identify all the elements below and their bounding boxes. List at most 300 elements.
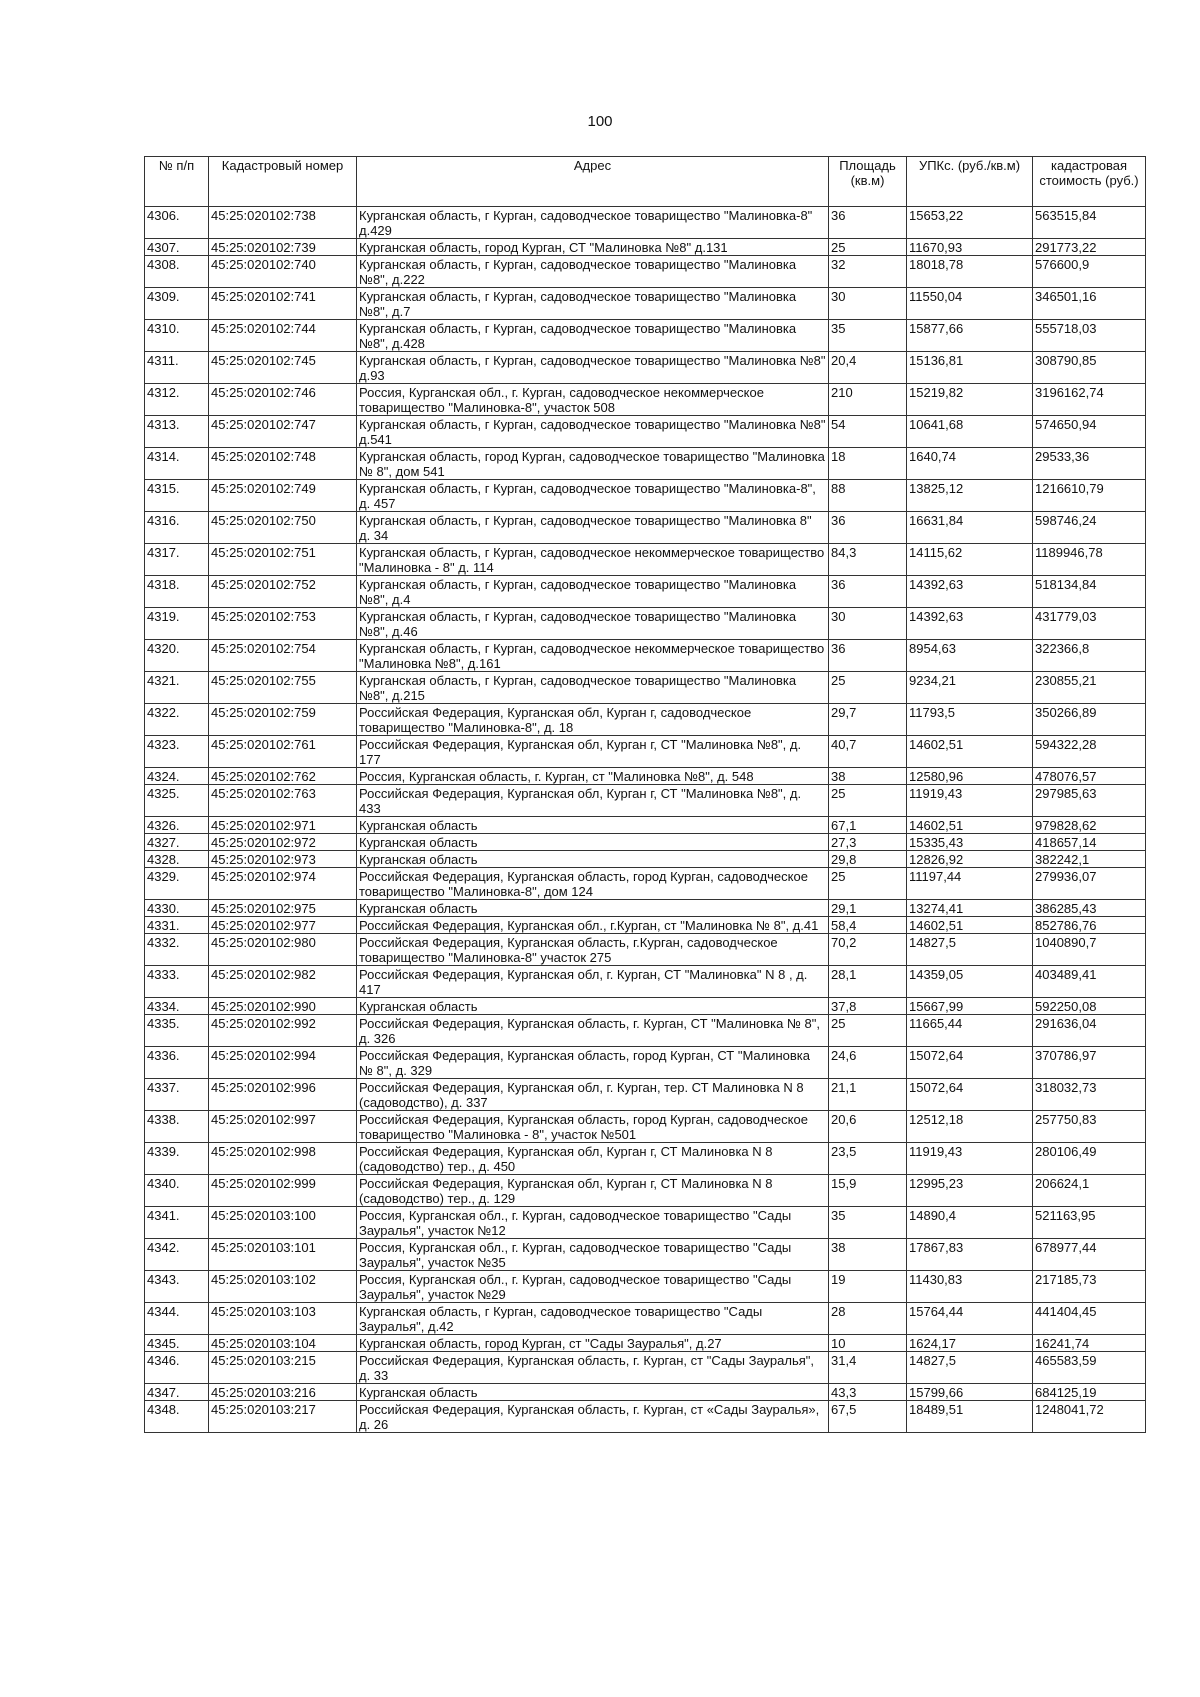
table-row xyxy=(145,998,1146,1015)
cell-address: Российская Федерация, Курганская область, г. Курган, ст "Сады Зауралья", д. 33 xyxy=(357,1352,829,1384)
cell-cadastral-number: 45:25:020102:999 xyxy=(209,1175,357,1207)
cell-address: Российская Федерация, Курганская область, г.Курган, садоводческое товарищество "Малиновка-8" участок 275 xyxy=(357,934,829,966)
cell-number: 4343. xyxy=(145,1271,209,1303)
cell-unit-value: 15667,99 xyxy=(907,998,1033,1015)
cell-address: Российская Федерация, Курганская область, город Курган, садоводческое товарищество "Малиновка-8", дом 124 xyxy=(357,868,829,900)
table-row xyxy=(145,900,1146,917)
cell-area: 24,6 xyxy=(829,1047,907,1079)
cell-address: Курганская область xyxy=(357,900,829,917)
table-row xyxy=(145,1401,1146,1433)
cell-number: 4315. xyxy=(145,480,209,512)
cell-cadastral-value: 441404,45 xyxy=(1033,1303,1146,1335)
cell-unit-value: 16631,84 xyxy=(907,512,1033,544)
cell-address: Курганская область, г Курган, садоводческое товарищество "Малиновка-8" д.429 xyxy=(357,207,829,239)
cell-area: 67,5 xyxy=(829,1401,907,1433)
table-row xyxy=(145,320,1146,352)
cell-unit-value: 14602,51 xyxy=(907,917,1033,934)
cell-cadastral-value: 386285,43 xyxy=(1033,900,1146,917)
cell-cadastral-number: 45:25:020103:102 xyxy=(209,1271,357,1303)
cell-cadastral-value: 598746,24 xyxy=(1033,512,1146,544)
cell-address: Россия, Курганская обл., г. Курган, садоводческое товарищество "Сады Зауралья", участок №12 xyxy=(357,1207,829,1239)
cell-cadastral-number: 45:25:020102:992 xyxy=(209,1015,357,1047)
cell-cadastral-value: 852786,76 xyxy=(1033,917,1146,934)
cell-address: Российская Федерация, Курганская обл, Курган г, СТ Малиновка N 8 (садоводство) тер., д. 450 xyxy=(357,1143,829,1175)
cell-unit-value: 12580,96 xyxy=(907,768,1033,785)
cell-unit-value: 14827,5 xyxy=(907,934,1033,966)
cell-cadastral-value: 594322,28 xyxy=(1033,736,1146,768)
cell-area: 20,6 xyxy=(829,1111,907,1143)
cell-area: 36 xyxy=(829,512,907,544)
table-row xyxy=(145,1271,1146,1303)
cell-cadastral-number: 45:25:020102:750 xyxy=(209,512,357,544)
cell-area: 18 xyxy=(829,448,907,480)
cell-number: 4321. xyxy=(145,672,209,704)
cell-cadastral-value: 1216610,79 xyxy=(1033,480,1146,512)
cell-cadastral-number: 45:25:020102:745 xyxy=(209,352,357,384)
cell-unit-value: 11430,83 xyxy=(907,1271,1033,1303)
table-row xyxy=(145,207,1146,239)
cell-address: Российская Федерация, Курганская обл, Курган г, садоводческое товарищество "Малиновка-8", д. 18 xyxy=(357,704,829,736)
cell-cadastral-number: 45:25:020102:975 xyxy=(209,900,357,917)
cell-area: 29,8 xyxy=(829,851,907,868)
cell-address: Курганская область, г Курган, садоводческое товарищество "Малиновка №8" д.541 xyxy=(357,416,829,448)
cell-unit-value: 14827,5 xyxy=(907,1352,1033,1384)
table-row xyxy=(145,640,1146,672)
cell-unit-value: 13825,12 xyxy=(907,480,1033,512)
cell-cadastral-number: 45:25:020103:101 xyxy=(209,1239,357,1271)
table-body xyxy=(145,207,1146,1433)
table-row xyxy=(145,1335,1146,1352)
cell-unit-value: 12512,18 xyxy=(907,1111,1033,1143)
cell-unit-value: 12826,92 xyxy=(907,851,1033,868)
table-row xyxy=(145,512,1146,544)
cell-cadastral-value: 16241,74 xyxy=(1033,1335,1146,1352)
cell-cadastral-number: 45:25:020102:749 xyxy=(209,480,357,512)
table-row xyxy=(145,1175,1146,1207)
cell-cadastral-value: 230855,21 xyxy=(1033,672,1146,704)
cell-unit-value: 15653,22 xyxy=(907,207,1033,239)
cell-address: Российская Федерация, Курганская область, город Курган, садоводческое товарищество "Малиновка - 8", участок №501 xyxy=(357,1111,829,1143)
cell-cadastral-number: 45:25:020102:741 xyxy=(209,288,357,320)
table-row xyxy=(145,384,1146,416)
cell-cadastral-number: 45:25:020102:982 xyxy=(209,966,357,998)
cell-number: 4340. xyxy=(145,1175,209,1207)
cell-unit-value: 11665,44 xyxy=(907,1015,1033,1047)
cell-number: 4310. xyxy=(145,320,209,352)
cell-unit-value: 11550,04 xyxy=(907,288,1033,320)
cell-number: 4307. xyxy=(145,239,209,256)
table-row xyxy=(145,834,1146,851)
cell-cadastral-value: 297985,63 xyxy=(1033,785,1146,817)
cell-unit-value: 15072,64 xyxy=(907,1047,1033,1079)
cell-cadastral-number: 45:25:020102:751 xyxy=(209,544,357,576)
cell-area: 28 xyxy=(829,1303,907,1335)
cell-number: 4306. xyxy=(145,207,209,239)
cell-number: 4341. xyxy=(145,1207,209,1239)
cell-number: 4336. xyxy=(145,1047,209,1079)
cell-cadastral-value: 678977,44 xyxy=(1033,1239,1146,1271)
cell-cadastral-number: 45:25:020102:972 xyxy=(209,834,357,851)
cell-unit-value: 18489,51 xyxy=(907,1401,1033,1433)
cell-cadastral-number: 45:25:020102:753 xyxy=(209,608,357,640)
cell-cadastral-value: 1189946,78 xyxy=(1033,544,1146,576)
cell-unit-value: 14392,63 xyxy=(907,576,1033,608)
cell-cadastral-value: 478076,57 xyxy=(1033,768,1146,785)
cell-unit-value: 14115,62 xyxy=(907,544,1033,576)
cell-number: 4338. xyxy=(145,1111,209,1143)
cell-cadastral-number: 45:25:020102:738 xyxy=(209,207,357,239)
cell-number: 4322. xyxy=(145,704,209,736)
cell-number: 4309. xyxy=(145,288,209,320)
cell-address: Курганская область, г Курган, садоводческое товарищество "Малиновка №8", д.428 xyxy=(357,320,829,352)
cell-area: 25 xyxy=(829,868,907,900)
cell-cadastral-value: 206624,1 xyxy=(1033,1175,1146,1207)
cell-address: Российская Федерация, Курганская обл, Курган г, СТ "Малиновка №8", д. 177 xyxy=(357,736,829,768)
table-row xyxy=(145,1143,1146,1175)
cell-area: 30 xyxy=(829,608,907,640)
cell-address: Курганская область xyxy=(357,998,829,1015)
cell-number: 4337. xyxy=(145,1079,209,1111)
cell-number: 4318. xyxy=(145,576,209,608)
cell-cadastral-value: 403489,41 xyxy=(1033,966,1146,998)
cell-address: Российская Федерация, Курганская обл, г. Курган, СТ "Малиновка" N 8 , д. 417 xyxy=(357,966,829,998)
cell-number: 4316. xyxy=(145,512,209,544)
cell-address: Российская Федерация, Курганская обл, Курган г, СТ "Малиновка №8", д. 433 xyxy=(357,785,829,817)
table-row xyxy=(145,1239,1146,1271)
header-number: № п/п xyxy=(145,157,209,207)
cell-address: Курганская область, г Курган, садоводческое товарищество "Малиновка №8", д.222 xyxy=(357,256,829,288)
cell-area: 84,3 xyxy=(829,544,907,576)
table-row xyxy=(145,239,1146,256)
cell-address: Курганская область, город Курган, ст "Сады Зауралья", д.27 xyxy=(357,1335,829,1352)
cell-area: 25 xyxy=(829,1015,907,1047)
cell-cadastral-value: 684125,19 xyxy=(1033,1384,1146,1401)
table-row xyxy=(145,917,1146,934)
table-row xyxy=(145,1303,1146,1335)
cell-cadastral-number: 45:25:020103:104 xyxy=(209,1335,357,1352)
cell-area: 30 xyxy=(829,288,907,320)
cell-unit-value: 14359,05 xyxy=(907,966,1033,998)
cell-number: 4333. xyxy=(145,966,209,998)
cell-number: 4308. xyxy=(145,256,209,288)
cell-address: Курганская область, город Курган, СТ "Малиновка №8" д.131 xyxy=(357,239,829,256)
cell-number: 4330. xyxy=(145,900,209,917)
cell-area: 35 xyxy=(829,320,907,352)
table-row xyxy=(145,256,1146,288)
cell-area: 88 xyxy=(829,480,907,512)
cell-number: 4319. xyxy=(145,608,209,640)
cell-unit-value: 15877,66 xyxy=(907,320,1033,352)
cell-cadastral-number: 45:25:020102:977 xyxy=(209,917,357,934)
cell-cadastral-value: 574650,94 xyxy=(1033,416,1146,448)
cell-unit-value: 15072,64 xyxy=(907,1079,1033,1111)
cell-number: 4335. xyxy=(145,1015,209,1047)
header-unit-value: УПКс. (руб./кв.м) xyxy=(907,157,1033,207)
cell-cadastral-number: 45:25:020102:996 xyxy=(209,1079,357,1111)
cell-number: 4326. xyxy=(145,817,209,834)
cell-cadastral-number: 45:25:020102:971 xyxy=(209,817,357,834)
cell-cadastral-number: 45:25:020102:755 xyxy=(209,672,357,704)
cell-cadastral-value: 217185,73 xyxy=(1033,1271,1146,1303)
table-row xyxy=(145,672,1146,704)
table-row xyxy=(145,851,1146,868)
cell-unit-value: 11793,5 xyxy=(907,704,1033,736)
cell-area: 23,5 xyxy=(829,1143,907,1175)
cell-cadastral-value: 279936,07 xyxy=(1033,868,1146,900)
cell-number: 4345. xyxy=(145,1335,209,1352)
table-row xyxy=(145,785,1146,817)
cell-cadastral-value: 29533,36 xyxy=(1033,448,1146,480)
cell-unit-value: 15799,66 xyxy=(907,1384,1033,1401)
table-row xyxy=(145,416,1146,448)
cell-cadastral-number: 45:25:020103:217 xyxy=(209,1401,357,1433)
cell-cadastral-number: 45:25:020102:759 xyxy=(209,704,357,736)
cell-area: 25 xyxy=(829,785,907,817)
cell-number: 4314. xyxy=(145,448,209,480)
cell-number: 4339. xyxy=(145,1143,209,1175)
cell-number: 4348. xyxy=(145,1401,209,1433)
cell-cadastral-value: 979828,62 xyxy=(1033,817,1146,834)
cell-number: 4313. xyxy=(145,416,209,448)
cell-number: 4328. xyxy=(145,851,209,868)
cell-number: 4312. xyxy=(145,384,209,416)
cell-number: 4320. xyxy=(145,640,209,672)
table-header-row xyxy=(145,157,1146,207)
table-row xyxy=(145,868,1146,900)
cell-address: Российская Федерация, Курганская обл., г.Курган, ст "Малиновка № 8", д.41 xyxy=(357,917,829,934)
cell-unit-value: 13274,41 xyxy=(907,900,1033,917)
cell-unit-value: 10641,68 xyxy=(907,416,1033,448)
cell-cadastral-value: 318032,73 xyxy=(1033,1079,1146,1111)
cell-address: Курганская область, г Курган, садоводческое товарищество "Малиновка-8", д. 457 xyxy=(357,480,829,512)
cell-cadastral-value: 418657,14 xyxy=(1033,834,1146,851)
table-row xyxy=(145,1111,1146,1143)
cell-area: 25 xyxy=(829,239,907,256)
cell-address: Курганская область, г Курган, садоводческое товарищество "Малиновка 8" д. 34 xyxy=(357,512,829,544)
cell-area: 210 xyxy=(829,384,907,416)
cell-cadastral-value: 518134,84 xyxy=(1033,576,1146,608)
cell-unit-value: 14602,51 xyxy=(907,736,1033,768)
cell-area: 29,7 xyxy=(829,704,907,736)
cell-cadastral-value: 1040890,7 xyxy=(1033,934,1146,966)
cell-cadastral-number: 45:25:020102:754 xyxy=(209,640,357,672)
cell-area: 25 xyxy=(829,672,907,704)
cell-cadastral-value: 563515,84 xyxy=(1033,207,1146,239)
cell-cadastral-value: 382242,1 xyxy=(1033,851,1146,868)
cell-number: 4346. xyxy=(145,1352,209,1384)
cell-number: 4325. xyxy=(145,785,209,817)
cell-cadastral-number: 45:25:020102:748 xyxy=(209,448,357,480)
table-row xyxy=(145,352,1146,384)
cell-address: Курганская область, г Курган, садоводческое товарищество "Малиновка №8", д.46 xyxy=(357,608,829,640)
cell-area: 19 xyxy=(829,1271,907,1303)
cell-cadastral-value: 521163,95 xyxy=(1033,1207,1146,1239)
cell-address: Россия, Курганская обл., г. Курган, садоводческое некоммерческое товарищество "Малиновка-8", участок 508 xyxy=(357,384,829,416)
page-number: 100 xyxy=(587,113,613,130)
cell-area: 67,1 xyxy=(829,817,907,834)
cell-area: 70,2 xyxy=(829,934,907,966)
cell-unit-value: 8954,63 xyxy=(907,640,1033,672)
cell-unit-value: 11670,93 xyxy=(907,239,1033,256)
cell-cadastral-value: 3196162,74 xyxy=(1033,384,1146,416)
cell-area: 37,8 xyxy=(829,998,907,1015)
cell-unit-value: 9234,21 xyxy=(907,672,1033,704)
cell-cadastral-number: 45:25:020102:762 xyxy=(209,768,357,785)
cell-cadastral-number: 45:25:020102:980 xyxy=(209,934,357,966)
table-row xyxy=(145,1384,1146,1401)
header-cadastral-number: Кадастровый номер xyxy=(209,157,357,207)
cell-address: Курганская область, г Курган, садоводческое товарищество "Малиновка №8", д.4 xyxy=(357,576,829,608)
cell-cadastral-number: 45:25:020103:215 xyxy=(209,1352,357,1384)
cell-area: 20,4 xyxy=(829,352,907,384)
table-row xyxy=(145,1047,1146,1079)
cell-area: 28,1 xyxy=(829,966,907,998)
cell-cadastral-number: 45:25:020103:103 xyxy=(209,1303,357,1335)
cell-area: 43,3 xyxy=(829,1384,907,1401)
cell-area: 35 xyxy=(829,1207,907,1239)
cell-area: 21,1 xyxy=(829,1079,907,1111)
cell-number: 4331. xyxy=(145,917,209,934)
cell-number: 4342. xyxy=(145,1239,209,1271)
cell-number: 4311. xyxy=(145,352,209,384)
cell-address: Курганская область xyxy=(357,851,829,868)
cell-unit-value: 11919,43 xyxy=(907,785,1033,817)
cell-unit-value: 15219,82 xyxy=(907,384,1033,416)
cell-area: 10 xyxy=(829,1335,907,1352)
cell-area: 58,4 xyxy=(829,917,907,934)
cell-cadastral-value: 350266,89 xyxy=(1033,704,1146,736)
cell-unit-value: 1640,74 xyxy=(907,448,1033,480)
cell-unit-value: 15764,44 xyxy=(907,1303,1033,1335)
cell-area: 32 xyxy=(829,256,907,288)
cell-area: 38 xyxy=(829,1239,907,1271)
cell-cadastral-number: 45:25:020102:744 xyxy=(209,320,357,352)
cell-cadastral-value: 257750,83 xyxy=(1033,1111,1146,1143)
cell-number: 4329. xyxy=(145,868,209,900)
cell-cadastral-number: 45:25:020102:998 xyxy=(209,1143,357,1175)
cell-unit-value: 14392,63 xyxy=(907,608,1033,640)
header-address: Адрес xyxy=(357,157,829,207)
cell-cadastral-value: 291636,04 xyxy=(1033,1015,1146,1047)
cell-address: Курганская область, г Курган, садоводческое некоммерческое товарищество "Малиновка - 8" д. 114 xyxy=(357,544,829,576)
cell-cadastral-number: 45:25:020102:761 xyxy=(209,736,357,768)
table-row xyxy=(145,817,1146,834)
cell-address: Российская Федерация, Курганская обл, г. Курган, тер. СТ Малиновка N 8 (садоводство), д. 337 xyxy=(357,1079,829,1111)
cell-number: 4317. xyxy=(145,544,209,576)
cell-address: Курганская область, г Курган, садоводческое товарищество "Сады Зауралья", д.42 xyxy=(357,1303,829,1335)
cell-cadastral-number: 45:25:020103:100 xyxy=(209,1207,357,1239)
cell-address: Российская Федерация, Курганская обл, Курган г, СТ Малиновка N 8 (садоводство) тер., д. 129 xyxy=(357,1175,829,1207)
table-row xyxy=(145,288,1146,320)
cell-cadastral-number: 45:25:020102:746 xyxy=(209,384,357,416)
cell-address: Российская Федерация, Курганская область, город Курган, СТ "Малиновка № 8", д. 329 xyxy=(357,1047,829,1079)
cell-area: 15,9 xyxy=(829,1175,907,1207)
cell-address: Российская Федерация, Курганская область, г. Курган, СТ "Малиновка № 8", д. 326 xyxy=(357,1015,829,1047)
cell-number: 4327. xyxy=(145,834,209,851)
table-row xyxy=(145,1352,1146,1384)
cell-cadastral-number: 45:25:020103:216 xyxy=(209,1384,357,1401)
cell-unit-value: 18018,78 xyxy=(907,256,1033,288)
cell-area: 54 xyxy=(829,416,907,448)
cell-number: 4323. xyxy=(145,736,209,768)
cell-cadastral-value: 322366,8 xyxy=(1033,640,1146,672)
cell-unit-value: 15335,43 xyxy=(907,834,1033,851)
table-row xyxy=(145,768,1146,785)
cell-area: 36 xyxy=(829,576,907,608)
cell-cadastral-number: 45:25:020102:739 xyxy=(209,239,357,256)
cell-address: Россия, Курганская область, г. Курган, ст "Малиновка №8", д. 548 xyxy=(357,768,829,785)
header-area: Площадь (кв.м) xyxy=(829,157,907,207)
cell-unit-value: 1624,17 xyxy=(907,1335,1033,1352)
table-row xyxy=(145,934,1146,966)
cell-unit-value: 15136,81 xyxy=(907,352,1033,384)
header-cadastral-value: кадастровая стоимость (руб.) xyxy=(1033,157,1146,207)
cell-area: 36 xyxy=(829,207,907,239)
cell-unit-value: 12995,23 xyxy=(907,1175,1033,1207)
cell-cadastral-value: 465583,59 xyxy=(1033,1352,1146,1384)
table-row xyxy=(145,608,1146,640)
cell-area: 38 xyxy=(829,768,907,785)
table-row xyxy=(145,966,1146,998)
cell-cadastral-number: 45:25:020102:974 xyxy=(209,868,357,900)
cell-unit-value: 14890,4 xyxy=(907,1207,1033,1239)
cell-cadastral-value: 308790,85 xyxy=(1033,352,1146,384)
table-row xyxy=(145,736,1146,768)
table-row xyxy=(145,1079,1146,1111)
cell-address: Россия, Курганская обл., г. Курган, садоводческое товарищество "Сады Зауралья", участок №35 xyxy=(357,1239,829,1271)
cell-address: Курганская область xyxy=(357,834,829,851)
cell-cadastral-value: 370786,97 xyxy=(1033,1047,1146,1079)
table-row xyxy=(145,1015,1146,1047)
cell-address: Курганская область, г Курган, садоводческое товарищество "Малиновка №8", д.7 xyxy=(357,288,829,320)
cell-address: Россия, Курганская обл., г. Курган, садоводческое товарищество "Сады Зауралья", участок №29 xyxy=(357,1271,829,1303)
cell-area: 31,4 xyxy=(829,1352,907,1384)
cell-cadastral-number: 45:25:020102:994 xyxy=(209,1047,357,1079)
cell-unit-value: 11197,44 xyxy=(907,868,1033,900)
cell-area: 36 xyxy=(829,640,907,672)
table-row xyxy=(145,576,1146,608)
table-row xyxy=(145,448,1146,480)
cell-number: 4344. xyxy=(145,1303,209,1335)
cell-unit-value: 17867,83 xyxy=(907,1239,1033,1271)
cadastre-table xyxy=(144,156,1146,1433)
table-row xyxy=(145,1207,1146,1239)
cell-address: Курганская область xyxy=(357,817,829,834)
table-row xyxy=(145,544,1146,576)
cell-area: 29,1 xyxy=(829,900,907,917)
cell-cadastral-value: 555718,03 xyxy=(1033,320,1146,352)
cell-area: 40,7 xyxy=(829,736,907,768)
cell-cadastral-number: 45:25:020102:740 xyxy=(209,256,357,288)
cell-unit-value: 14602,51 xyxy=(907,817,1033,834)
cell-cadastral-value: 280106,49 xyxy=(1033,1143,1146,1175)
table-row xyxy=(145,480,1146,512)
cell-cadastral-number: 45:25:020102:997 xyxy=(209,1111,357,1143)
cell-cadastral-number: 45:25:020102:973 xyxy=(209,851,357,868)
cell-cadastral-number: 45:25:020102:747 xyxy=(209,416,357,448)
cell-number: 4324. xyxy=(145,768,209,785)
cell-address: Курганская область xyxy=(357,1384,829,1401)
cell-number: 4334. xyxy=(145,998,209,1015)
cell-cadastral-value: 291773,22 xyxy=(1033,239,1146,256)
cell-cadastral-value: 346501,16 xyxy=(1033,288,1146,320)
cell-address: Курганская область, г Курган, садоводческое некоммерческое товарищество "Малиновка №8", д.161 xyxy=(357,640,829,672)
cell-cadastral-value: 1248041,72 xyxy=(1033,1401,1146,1433)
table-row xyxy=(145,704,1146,736)
cell-cadastral-value: 592250,08 xyxy=(1033,998,1146,1015)
cell-area: 27,3 xyxy=(829,834,907,851)
cell-cadastral-number: 45:25:020102:763 xyxy=(209,785,357,817)
